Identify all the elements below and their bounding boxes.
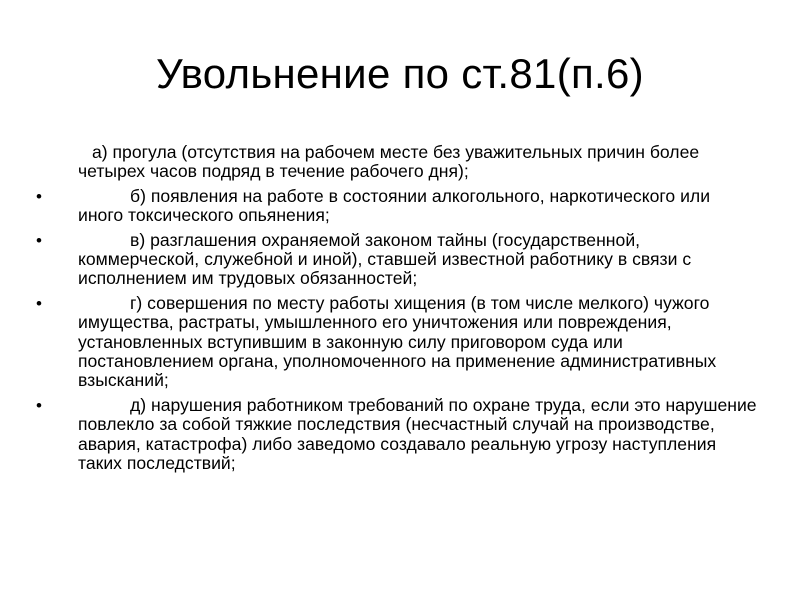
item-b-text: б) появления на работе в состоянии алкогольного, наркотического или иного токсического опьянения;	[78, 185, 711, 226]
item-a-text: а) прогула (отсутствия на рабочем месте без уважительных причин более четырех часов подряд в течение рабочего дня);	[78, 142, 700, 182]
list-item-text	[78, 294, 760, 391]
list-item-c	[36, 231, 760, 289]
list-item-text	[78, 231, 760, 289]
slide-title: Увольнение по ст.81(п.6)	[156, 50, 644, 97]
list-item-text	[78, 143, 760, 182]
list-item-d	[36, 294, 760, 391]
list-item-text	[78, 187, 760, 226]
bullet-marker: •	[36, 395, 42, 415]
item-c-text: в) разглашения охраняемой законом тайны (государственной, коммерческой, служебной и иной), ставшей известной работнику в связи с исполнением им трудовых обязанностей;	[78, 229, 692, 289]
item-d-text: г) совершения по месту работы хищения (в том числе мелкого) чужого имущества, растраты, умышленного его уничтожения или повреждения, установленных вступившим в законную силу приговором суда или постановлением органа, уполномоченного на применение административных взысканий;	[78, 292, 717, 391]
bullet-marker: •	[36, 186, 42, 206]
bullet-marker: •	[36, 293, 42, 313]
list-item-b	[36, 187, 760, 226]
slide-body	[36, 143, 760, 479]
list-item-e	[36, 396, 760, 474]
item-e-text: д) нарушения работником требований по охране труда, если это нарушение повлекло за собой тяжкие последствия (несчастный случай на производстве, авария, катастрофа) либо заведомо создавало реальную угрозу наступления таких последствий;	[78, 394, 757, 474]
bullet-marker: •	[36, 230, 42, 250]
list-item-text	[78, 396, 760, 474]
list-item-a	[36, 143, 760, 182]
